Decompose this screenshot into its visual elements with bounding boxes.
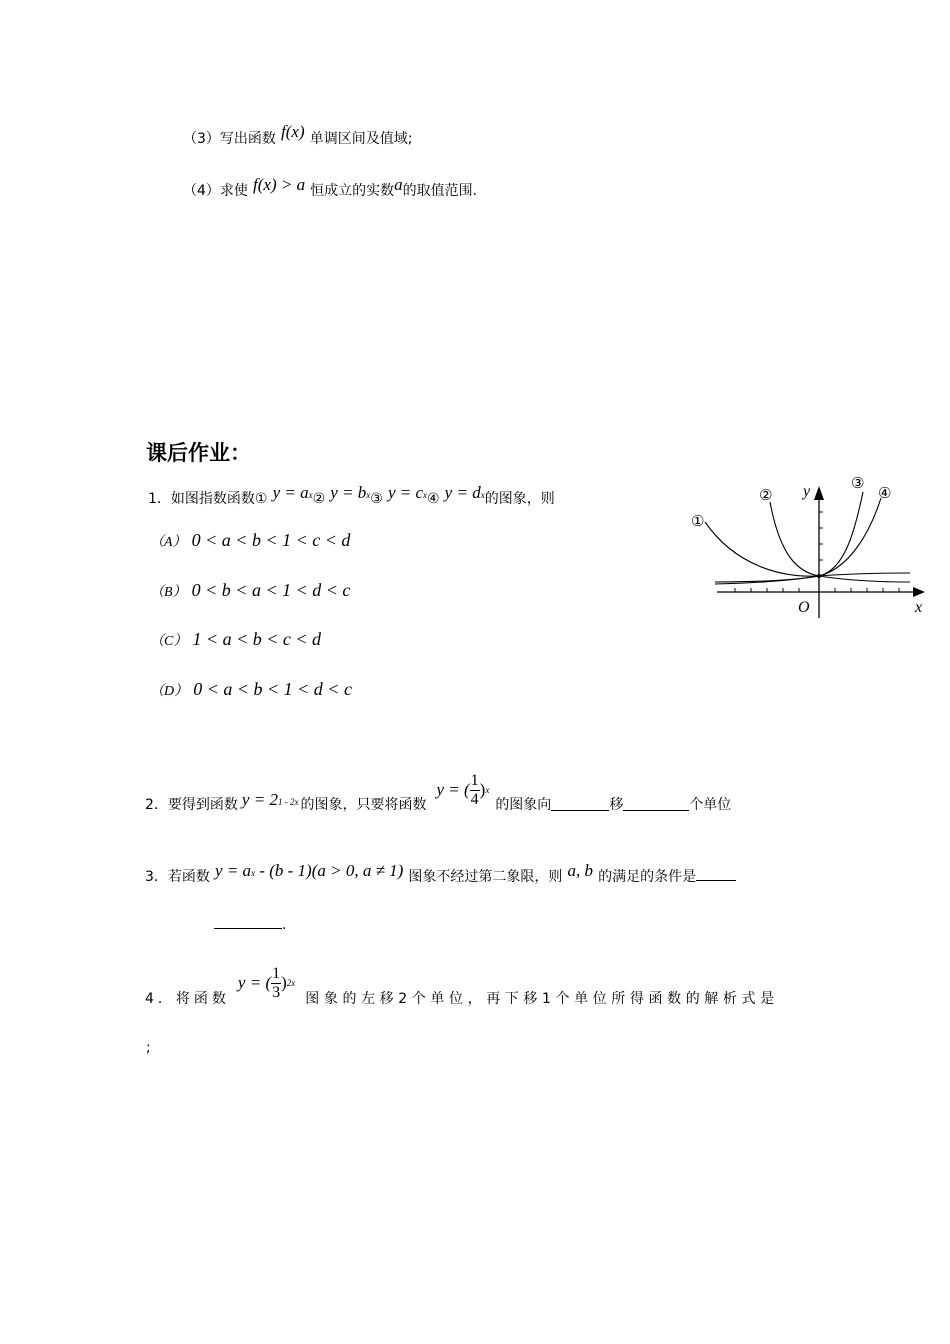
curve-label-4: ④ <box>878 484 892 502</box>
q4-func: y = ( $\frac{1}{3}$ ) 2x <box>237 964 296 1001</box>
part4-math-a: a <box>394 175 403 194</box>
q1-func-c: y = cx <box>387 483 428 502</box>
curve-label-1: ① <box>691 512 705 530</box>
q1-option-a-label: （A） <box>150 535 187 550</box>
q1-func-a: y = ax <box>272 483 313 502</box>
q3-blank-part2[interactable] <box>214 916 282 929</box>
curve-3 <box>715 492 863 582</box>
part3-text-1: 写出函数 <box>219 131 276 147</box>
q1-func-d: y = dx <box>444 483 485 502</box>
q1-exponential-graph <box>685 470 935 620</box>
q1-circle-2: ② <box>312 491 326 507</box>
q4-number: 4． <box>145 991 176 1007</box>
x-axis-arrow <box>913 587 925 597</box>
axis-label-y: y <box>803 483 811 500</box>
part3-line <box>183 122 413 148</box>
q2-number: 2． <box>145 797 168 813</box>
q3-text-2: 图象不经过第二象限，则 <box>408 869 563 885</box>
q3-math-ab: a, b <box>567 861 594 880</box>
q3-text-4: . <box>282 917 287 933</box>
q2-text-1: 要得到函数 <box>167 797 238 813</box>
q1-text-1: 如图指数函数 <box>170 491 255 507</box>
q1-option-a <box>150 530 350 551</box>
q2-line <box>145 766 731 814</box>
part3-math-fx: f(x) <box>281 122 305 141</box>
q3-line-2 <box>214 914 286 933</box>
q4-text-2: 图象的左移2个单位，再下移1个单位所得函数的解析式是 <box>305 991 779 1007</box>
curve-label-3: ③ <box>851 474 865 492</box>
q1-option-a-expr: 0 < a < b < 1 < c < d <box>191 530 351 550</box>
q4-text-3: ; <box>146 1040 151 1056</box>
q1-option-c-label: （C） <box>150 634 188 649</box>
part3-number: （3） <box>183 131 220 147</box>
q1-circle-1: ① <box>254 491 268 507</box>
q2-func-1: y = 21 - 2x <box>241 790 299 809</box>
q3-text-3: 的满足的条件是 <box>598 869 697 885</box>
q1-circle-4: ④ <box>427 491 440 507</box>
q1-option-d <box>150 679 352 700</box>
q3-line <box>145 861 736 886</box>
section-heading: 课后作业： <box>146 441 251 465</box>
q1-option-c-expr: 1 < a < b < c < d <box>192 629 322 649</box>
q1-text-2: 的图象，则 <box>484 491 555 507</box>
part4-text-1: 求使 <box>219 183 248 199</box>
q1-option-d-expr: 0 < a < b < 1 < d < c <box>193 679 352 699</box>
part4-line <box>183 175 478 200</box>
part3-text-2: 单调区间及值域; <box>309 131 413 147</box>
part4-text-2: 恒成立的实数 <box>310 183 395 199</box>
q3-func: y = ax - (b - 1)(a > 0, a ≠ 1) <box>215 861 404 880</box>
axis-label-x: x <box>915 599 923 616</box>
q3-text-1: 若函数 <box>167 869 210 885</box>
part4-number: （4） <box>183 183 220 199</box>
q1-option-d-label: （D） <box>150 684 189 699</box>
q4-line <box>145 958 779 1008</box>
q2-func-2: y = ( $\frac{1}{4}$ ) x <box>436 771 490 808</box>
q2-blank-direction[interactable] <box>551 798 609 811</box>
q1-option-b-label: （B） <box>150 585 187 600</box>
q1-option-c <box>150 629 321 650</box>
part4-math-inequality: f(x) > a <box>253 175 306 194</box>
q1-option-b-expr: 0 < b < a < 1 < d < c <box>191 580 351 600</box>
y-axis-arrow <box>814 486 824 500</box>
q1-number: 1． <box>148 491 171 507</box>
q1-func-b: y = bx <box>330 483 371 502</box>
q4-text-1: 将函数 <box>175 991 230 1007</box>
curve-2 <box>770 502 910 582</box>
curve-1 <box>705 522 910 576</box>
curve-label-2: ② <box>759 486 773 504</box>
intercept-point <box>817 574 821 578</box>
q2-text-3: 的图象向 <box>495 797 552 813</box>
q3-number: 3． <box>145 869 168 885</box>
q2-text-2: 的图象，只要将函数 <box>300 797 427 813</box>
q2-blank-units[interactable] <box>623 798 689 811</box>
part4-text-3: 的取值范围. <box>402 183 478 199</box>
curve-4 <box>715 498 881 584</box>
q1-circle-3: ③ <box>370 491 383 507</box>
q2-text-5: 个单位 <box>689 797 732 813</box>
origin-label: O <box>798 599 810 616</box>
q3-blank-part1[interactable] <box>696 868 736 881</box>
q1-option-b <box>150 580 350 601</box>
q1-stem <box>148 483 555 508</box>
q2-text-4: 移 <box>609 797 624 813</box>
